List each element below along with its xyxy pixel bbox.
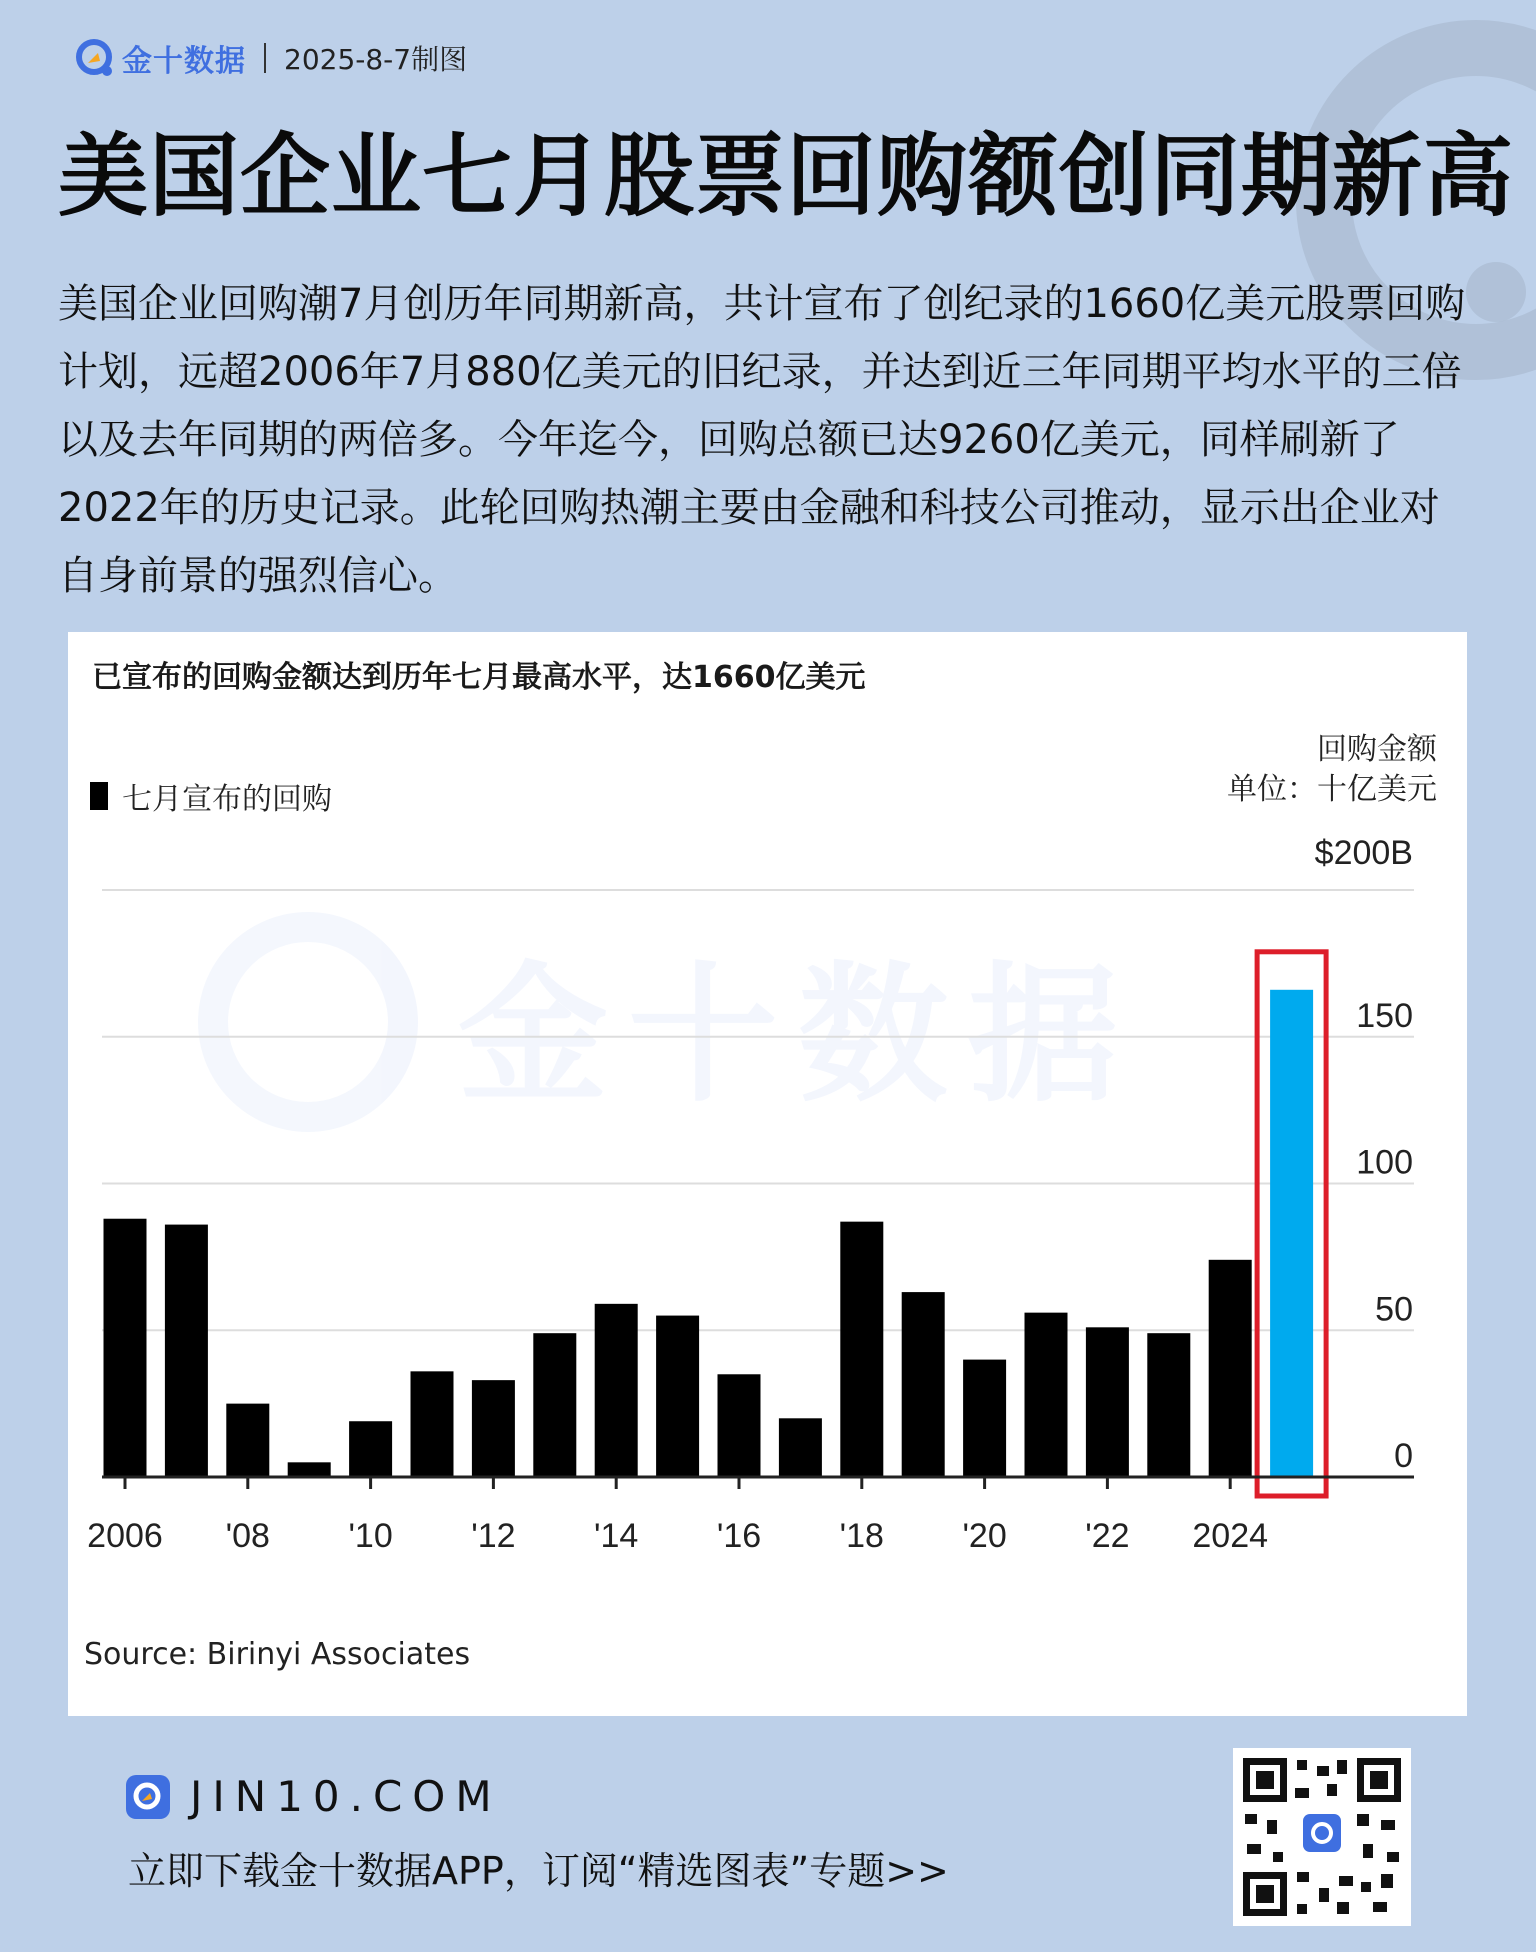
bar-2006: [104, 1219, 147, 1477]
footer-brand: [126, 1772, 502, 1821]
bar-2024: [1209, 1260, 1252, 1477]
jin10-logo-icon: [74, 37, 116, 79]
bar-2014: [595, 1304, 638, 1477]
x-tick-label: '08: [225, 1517, 270, 1555]
bar-2008: [226, 1404, 269, 1477]
header-divider: [264, 43, 266, 73]
bar-2011: [411, 1371, 454, 1477]
qr-code-icon: [1233, 1748, 1411, 1926]
date-label: 2025-8-7制图: [284, 43, 468, 76]
x-tick-label: '12: [471, 1517, 516, 1555]
promo-text: 立即下载金十数据APP，订阅“精选图表”专题>>: [128, 1849, 949, 1893]
bar-2012: [472, 1380, 515, 1477]
bar-2016: [718, 1374, 761, 1477]
bar-2015: [656, 1316, 699, 1477]
watermark-text: 金十数据: [458, 949, 1139, 1123]
x-tick-label: '10: [348, 1517, 393, 1555]
brand-name: 金十数据: [122, 44, 246, 79]
x-tick-label: '16: [716, 1517, 762, 1555]
chart-card: [68, 632, 1467, 1716]
x-tick-label: '20: [962, 1517, 1007, 1555]
x-tick-label: '14: [594, 1517, 639, 1555]
x-tick-label: '22: [1085, 1517, 1130, 1555]
decorative-dot: [1466, 262, 1526, 322]
y-tick-label: 0: [1394, 1437, 1413, 1475]
bar-2007: [165, 1225, 208, 1477]
bar-chart: [68, 632, 1467, 1632]
header: [74, 36, 467, 80]
x-tick-label: 2024: [1192, 1517, 1269, 1555]
bar-2013: [533, 1333, 576, 1477]
y-tick-label: 100: [1356, 1143, 1413, 1182]
chart-source: Source: Birinyi Associates: [84, 1637, 471, 1672]
bar-2009: [288, 1462, 331, 1477]
chart-title: 已宣布的回购金额达到历年七月最高水平，达1660亿美元: [92, 660, 866, 695]
y-tick-label: $200B: [1314, 834, 1413, 872]
bar-2021: [1025, 1313, 1068, 1477]
unit-label-unit: 单位：十亿美元: [1227, 772, 1437, 807]
jin10-app-icon: [126, 1775, 170, 1819]
x-tick-label: '18: [839, 1517, 884, 1555]
bar-2023: [1147, 1333, 1190, 1477]
brand-logo: [74, 36, 246, 80]
bar-2022: [1086, 1327, 1129, 1477]
bar-2018: [840, 1222, 883, 1477]
legend-label: 七月宣布的回购: [122, 782, 332, 817]
bar-2010: [349, 1421, 392, 1477]
y-tick-label: 50: [1375, 1290, 1413, 1329]
bar-2020: [963, 1360, 1006, 1477]
x-tick-label: 2006: [87, 1517, 163, 1555]
qr-code[interactable]: [1233, 1748, 1411, 1926]
site-name: JIN10.COM: [190, 1772, 502, 1821]
bar-2017: [779, 1418, 822, 1477]
page-title: 美国企业七月股票回购额创同期新高: [58, 124, 1514, 229]
unit-label-title: 回购金额: [1317, 732, 1437, 767]
bar-2019: [902, 1292, 945, 1477]
bar-2025: [1270, 990, 1313, 1477]
description: 美国企业回购潮7月创历年同期新高，共计宣布了创纪录的1660亿美元股票回购计划，远超2006年7月880亿美元的旧纪录，并达到近三年同期平均水平的三倍以及去年同期的两倍多。今年迄今，回购总额已达9260亿美元，同样刷新了2022年的历史记录。此轮回购热潮主要由金融和科技公司推动，显示出企业对自身前景的强烈信心。: [58, 281, 1466, 599]
y-tick-label: 150: [1356, 996, 1413, 1035]
